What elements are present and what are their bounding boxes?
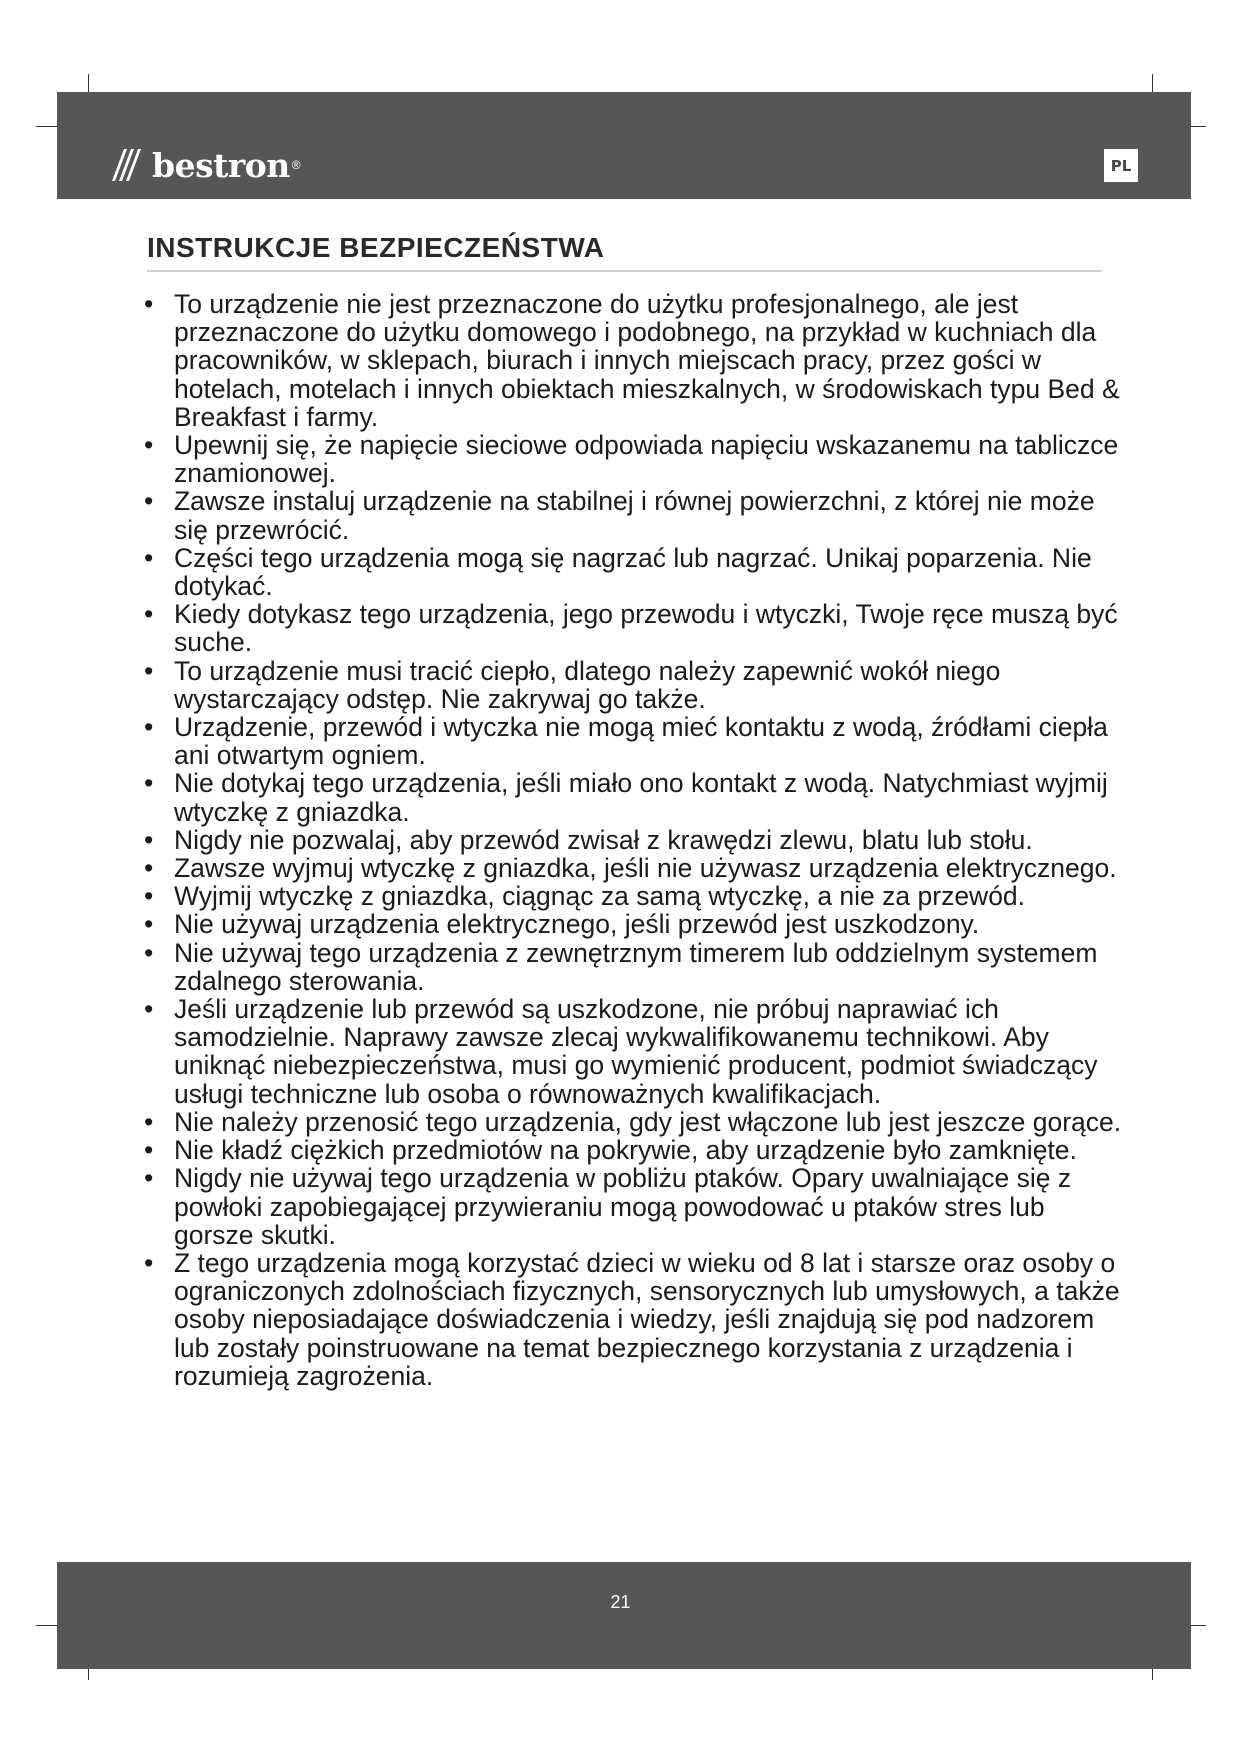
- list-item: • Z tego urządzenia mogą korzystać dzieci w wieku od 8 lat i starsze oraz osoby o ograniczonych zdolnościach fizycznych, sensorycznych lub umysłowych, a także osoby nieposiadające doświadczenia i wiedzy, jeśli znajdują się pod nadzorem lub zostały poinstruowane na temat bezpiecznego korzystania z urządzenia i rozumieją zagrożenia.: [140, 1249, 1130, 1390]
- registered-mark: ®: [291, 158, 301, 172]
- list-item: • Jeśli urządzenie lub przewód są uszkodzone, nie próbuj naprawiać ich samodzielnie. Naprawy zawsze zlecaj wykwalifikowanemu technikowi. Aby uniknąć niebezpieczeństwa, musi go wymienić producent, podmiot świadczący usługi techniczne lub osoba o równoważnych kwalifikacjach.: [140, 995, 1130, 1108]
- section-title: INSTRUKCJE BEZPIECZEŃSTWA: [147, 232, 605, 263]
- list-item: • Zawsze wyjmuj wtyczkę z gniazdka, jeśli nie używasz urządzenia elektrycznego.: [140, 854, 1130, 882]
- list-item: • Kiedy dotykasz tego urządzenia, jego przewodu i wtyczki, Twoje ręce muszą być suche.: [140, 600, 1130, 656]
- footer-bar: [57, 1562, 1191, 1669]
- list-item: • Nie używaj tego urządzenia z zewnętrznym timerem lub oddzielnym systemem zdalnego sterowania.: [140, 939, 1130, 995]
- list-item: • Nie dotykaj tego urządzenia, jeśli miało ono kontakt z wodą. Natychmiast wyjmij wtyczkę z gniazdka.: [140, 769, 1130, 825]
- list-item: • Nie należy przenosić tego urządzenia, gdy jest włączone lub jest jeszcze gorące.: [140, 1108, 1130, 1136]
- list-item: • Urządzenie, przewód i wtyczka nie mogą mieć kontaktu z wodą, źródłami ciepła ani otwartym ogniem.: [140, 713, 1130, 769]
- list-item: • To urządzenie musi tracić ciepło, dlatego należy zapewnić wokół niego wystarczający odstęp. Nie zakrywaj go także.: [140, 657, 1130, 713]
- list-item: • Części tego urządzenia mogą się nagrzać lub nagrzać. Unikaj poparzenia. Nie dotykać.: [140, 544, 1130, 600]
- list-item: • Nie używaj urządzenia elektrycznego, jeśli przewód jest uszkodzony.: [140, 910, 1130, 938]
- brand-logo: [110, 143, 301, 187]
- list-item: • Nigdy nie używaj tego urządzenia w pobliżu ptaków. Opary uwalniające się z powłoki zapobiegającej przywieraniu mogą powodować u ptaków stres lub gorsze skutki.: [140, 1164, 1130, 1249]
- list-item: • To urządzenie nie jest przeznaczone do użytku profesjonalnego, ale jest przeznaczone do użytku domowego i podobnego, na przykład w kuchniach dla pracowników, w sklepach, biurach i innych miejscach pracy, przez gości w hotelach, motelach i innych obiektach mieszkalnych, w środowiskach typu Bed & Breakfast i farmy.: [140, 290, 1130, 431]
- list-item: • Zawsze instaluj urządzenie na stabilnej i równej powierzchni, z której nie może się przewrócić.: [140, 487, 1130, 543]
- list-item: • Nie kładź ciężkich przedmiotów na pokrywie, aby urządzenie było zamknięte.: [140, 1136, 1130, 1164]
- brand-name: bestron: [152, 145, 290, 185]
- title-divider: [147, 270, 1102, 272]
- list-item: • Nigdy nie pozwalaj, aby przewód zwisał z krawędzi zlewu, blatu lub stołu.: [140, 826, 1130, 854]
- language-badge: PL: [1104, 149, 1138, 182]
- list-item: • Upewnij się, że napięcie sieciowe odpowiada napięciu wskazanemu na tabliczce znamionowej.: [140, 431, 1130, 487]
- list-item: • Wyjmij wtyczkę z gniazdka, ciągnąc za samą wtyczkę, a nie za przewód.: [140, 882, 1130, 910]
- chevron-logo-icon: [110, 145, 144, 185]
- safety-list: [140, 290, 1130, 1390]
- page-number: 21: [610, 1592, 631, 1612]
